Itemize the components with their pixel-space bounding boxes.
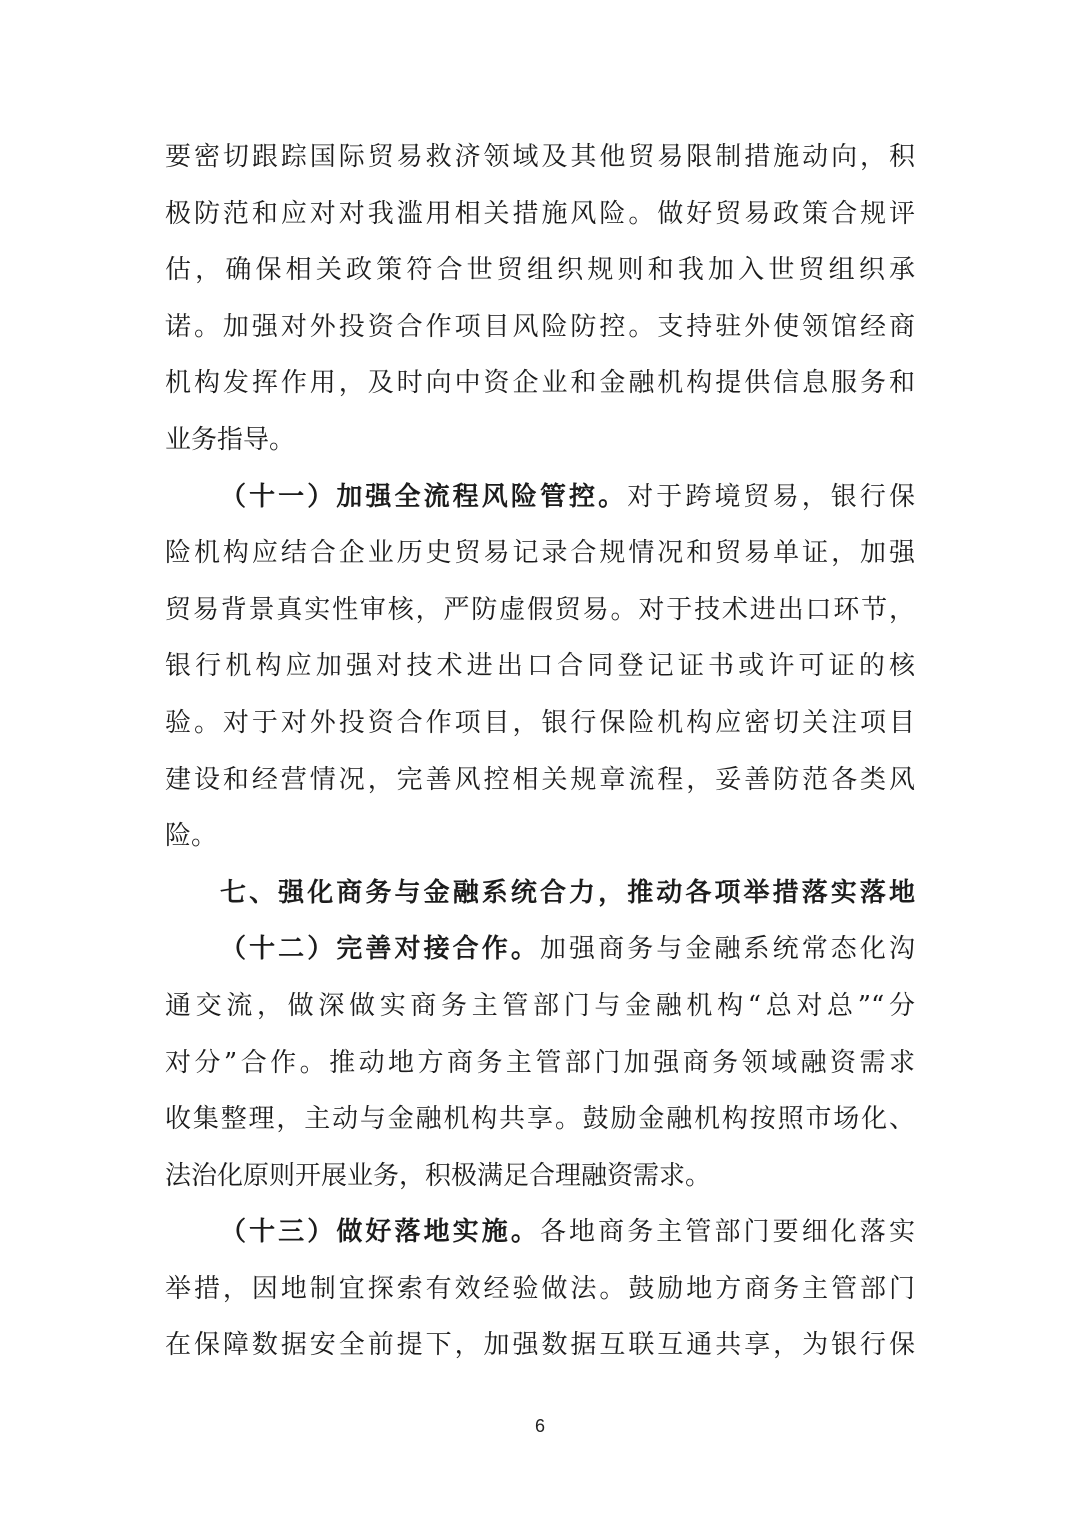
text-line: 举措，因地制宜探索有效经验做法。鼓励地方商务主管部门 bbox=[165, 1273, 915, 1304]
text-line: 法治化原则开展业务，积极满足合理融资需求。 bbox=[165, 1160, 712, 1191]
paragraph-title: （十一）加强全流程风险管控。 bbox=[220, 481, 628, 512]
paragraph-first-line bbox=[220, 921, 915, 978]
text-line: 验。对于对外投资合作项目，银行保险机构应密切关注项目 bbox=[165, 707, 915, 738]
text-line: 对分”合作。推动地方商务主管部门加强商务领域融资需求 bbox=[165, 1047, 915, 1078]
text-line: 极防范和应对对我滥用相关措施风险。做好贸易政策合规评 bbox=[165, 198, 915, 229]
text-line: 银行机构应加强对技术进出口合同登记证书或许可证的核 bbox=[165, 651, 915, 682]
document-body bbox=[165, 129, 915, 1374]
paragraph-first-line bbox=[220, 1204, 915, 1261]
text-line: 估，确保相关政策符合世贸组织规则和我加入世贸组织承 bbox=[165, 255, 915, 286]
text-line: 机构发挥作用，及时向中资企业和金融机构提供信息服务和 bbox=[165, 368, 915, 399]
paragraph-first-line bbox=[220, 469, 915, 526]
page-number: 6 bbox=[534, 1416, 545, 1436]
paragraph-title: （十二）完善对接合作。 bbox=[220, 934, 540, 965]
text-line: 业务指导。 bbox=[165, 424, 296, 455]
text-line: 建设和经营情况，完善风控相关规章流程，妥善防范各类风 bbox=[165, 764, 915, 795]
text-line: 在保障数据安全前提下，加强数据互联互通共享，为银行保 bbox=[165, 1330, 915, 1361]
paragraph-title: （十三）做好落地实施。 bbox=[220, 1217, 540, 1248]
text-line: 贸易背景真实性审核，严防虚假贸易。对于技术进出口环节， bbox=[165, 594, 915, 625]
section-heading: 七、强化商务与金融系统合力，推动各项举措落实落地 bbox=[220, 877, 915, 908]
text-segment: 对于跨境贸易，银行保 bbox=[627, 481, 915, 512]
text-line: 通交流，做深做实商务主管部门与金融机构“总对总”“分 bbox=[165, 990, 915, 1021]
text-line: 收集整理，主动与金融机构共享。鼓励金融机构按照市场化、 bbox=[165, 1104, 915, 1135]
text-line: 要密切跟踪国际贸易救济领域及其他贸易限制措施动向，积 bbox=[165, 142, 915, 172]
text-segment: 各地商务主管部门要细化落实 bbox=[539, 1217, 915, 1248]
text-segment: 加强商务与金融系统常态化沟 bbox=[539, 934, 915, 965]
text-line: 险。 bbox=[165, 821, 218, 852]
text-line: 诺。加强对外投资合作项目风险防控。支持驻外使领馆经商 bbox=[165, 311, 915, 342]
text-line: 险机构应结合企业历史贸易记录合规情况和贸易单证，加强 bbox=[165, 538, 915, 569]
